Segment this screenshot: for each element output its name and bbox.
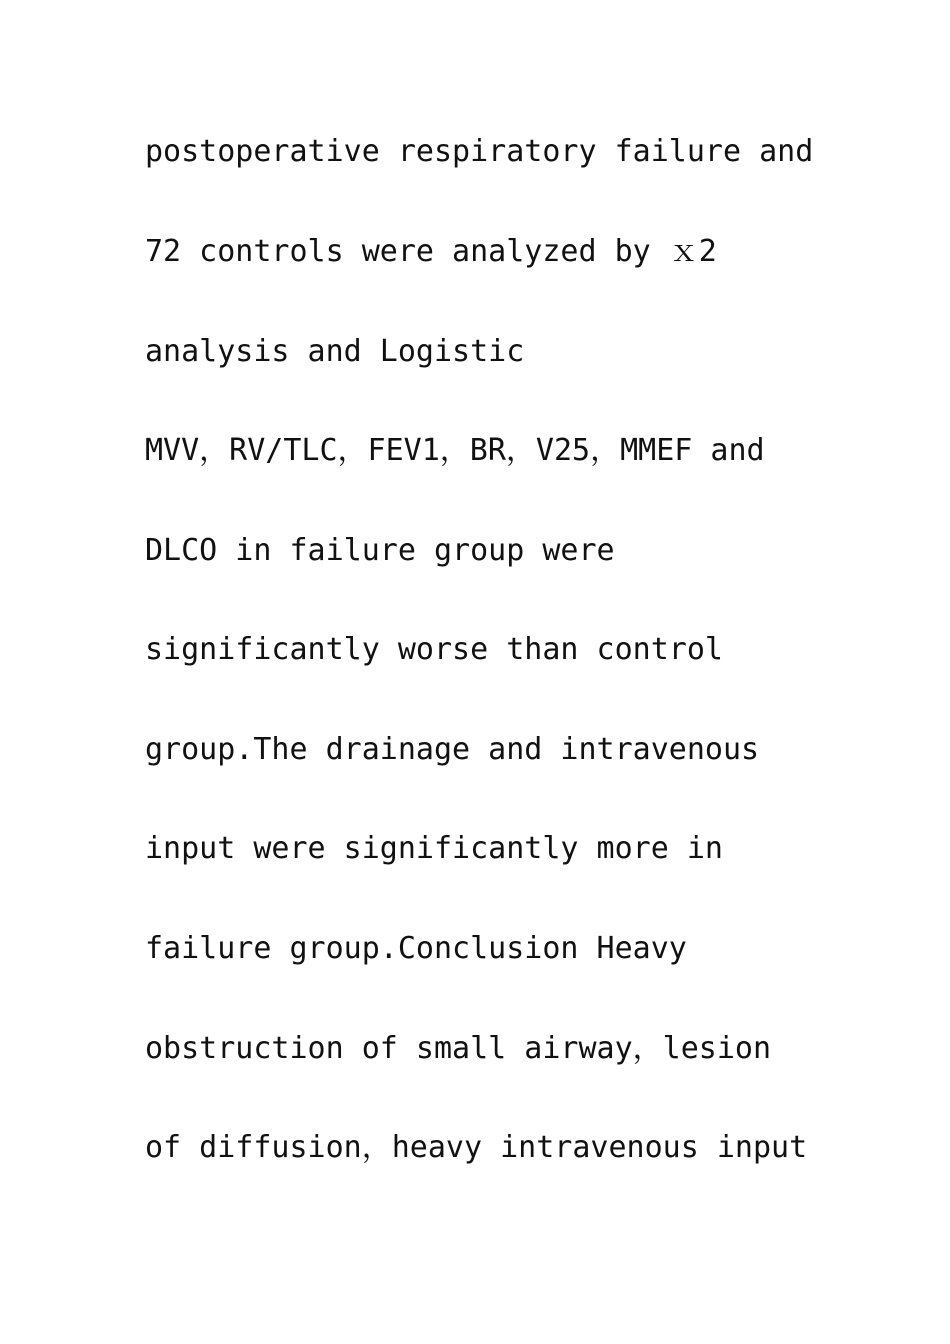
text-line: failure group.Conclusion Heavy [145,931,687,966]
text-line: group.The drainage and intravenous [145,732,760,767]
text-line: of diffusion，heavy intravenous input [145,1130,808,1165]
text-line: DLCO in failure group were [145,533,615,568]
text-line: input were significantly more in [145,831,723,866]
text-line: obstruction of small airway，lesion [145,1031,772,1066]
text-line: 72 controls were analyzed by ｘ2 [145,234,717,269]
text-line: analysis and Logistic [145,334,525,369]
text-line: significantly worse than control [145,632,723,667]
text-line: MVV，RV/TLC，FEV1，BR，V25，MMEF and [145,433,765,468]
text-line: postoperative respiratory failure and [145,134,814,169]
